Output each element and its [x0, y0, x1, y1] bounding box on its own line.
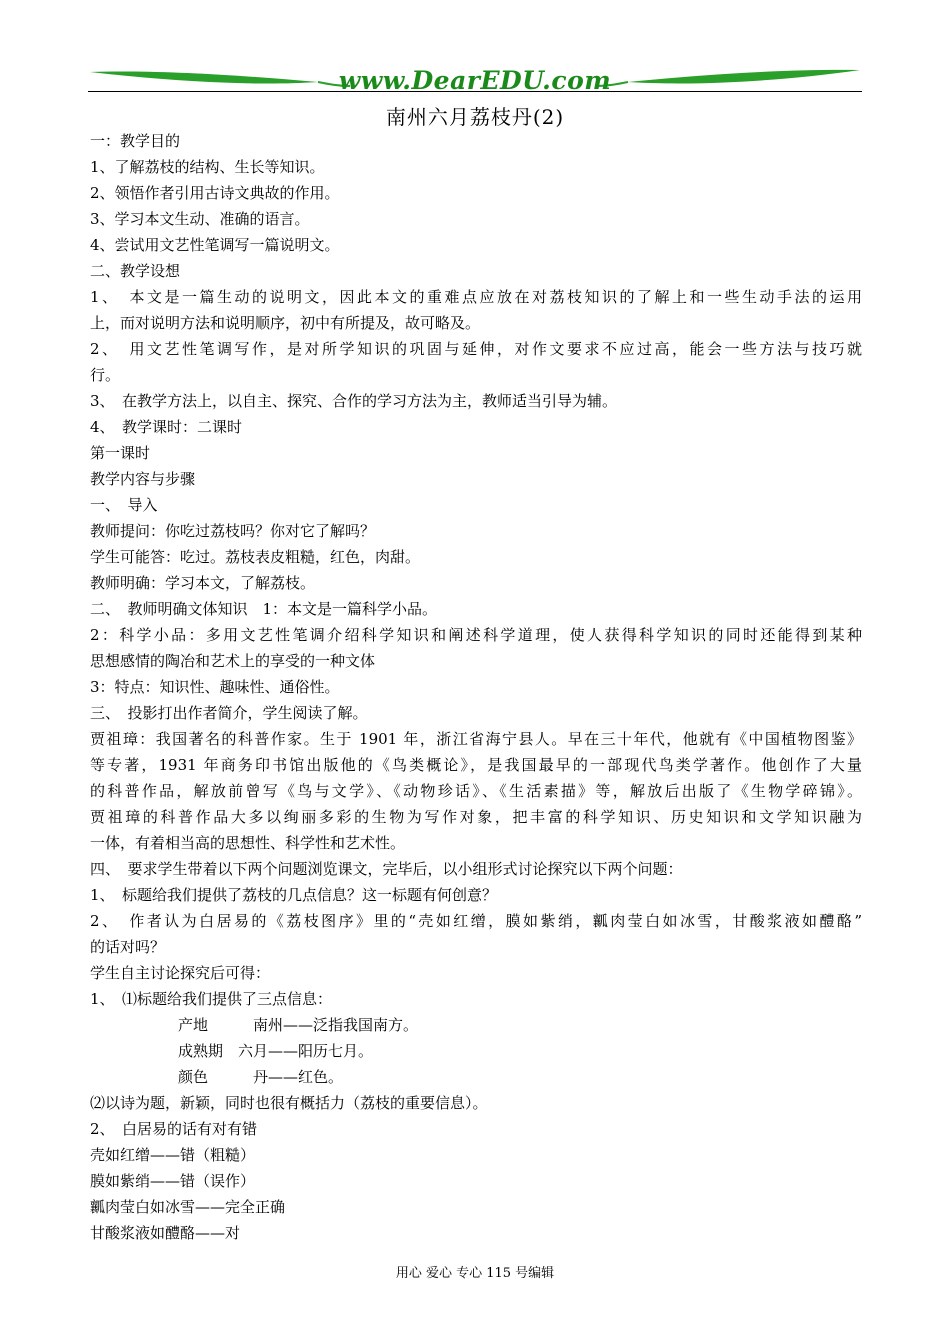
text-line: 产地 南州——泛指我国南方。: [178, 1016, 419, 1034]
text-line: 第一课时: [90, 444, 151, 462]
text-line: 颜色 丹——红色。: [178, 1068, 344, 1086]
text-line: 3、 在教学方法上，以自主、探究、合作的学习方法为主，教师适当引导为辅。: [90, 392, 618, 410]
text-line: 2：科学小品：多用文艺性笔调介绍科学知识和阐述科学道理，使人获得科学知识的同时还能得到某种: [90, 626, 862, 644]
text-line: 上，而对说明方法和说明顺序，初中有所提及，故可略及。: [90, 314, 481, 332]
text-line: 4、 教学课时：二课时: [90, 418, 243, 436]
text-line: 一体，有着相当高的思想性、科学性和艺术性。: [90, 834, 406, 852]
text-line: ⑵以诗为题，新颖，同时也很有概括力（荔枝的重要信息）。: [90, 1094, 488, 1112]
text-line: 1、 标题给我们提供了荔枝的几点信息？这一标题有何创意？: [90, 886, 498, 904]
header-rule: [88, 91, 862, 92]
text-line: 学生自主讨论探究后可得：: [90, 964, 271, 982]
text-line: 2、领悟作者引用古诗文典故的作用。: [90, 184, 340, 202]
text-line: 贾祖璋：我国著名的科普作家。生于 1901 年，浙江省海宁县人。早在三十年代，他就有《中国植物图鉴》: [90, 730, 862, 748]
text-line: 1、了解荔枝的结构、生长等知识。: [90, 158, 325, 176]
text-line: 1、 ⑴标题给我们提供了三点信息：: [90, 990, 333, 1008]
text-line: 一：教学目的: [90, 132, 181, 150]
text-line: 4、尝试用文艺性笔调写一篇说明文。: [90, 236, 340, 254]
text-line: 壳如红缯——错（粗糙）: [90, 1146, 256, 1164]
text-line: 2、 用文艺性笔调写作，是对所学知识的巩固与延伸，对作文要求不应过高，能会一些方法与技巧就: [90, 340, 862, 358]
document-body: [90, 128, 862, 1246]
text-line: 二、 教师明确文体知识 1：本文是一篇科学小品。: [90, 600, 438, 618]
text-line: 3：特点：知识性、趣味性、通俗性。: [90, 678, 340, 696]
text-line: 三、 投影打出作者简介，学生阅读了解。: [90, 704, 368, 722]
text-line: 四、 要求学生带着以下两个问题浏览课文，完毕后，以小组形式讨论探究以下两个问题：: [90, 860, 683, 878]
text-line: 一、 导入: [90, 496, 158, 514]
text-line: 的话对吗？: [90, 938, 166, 956]
text-line: 1、 本文是一篇生动的说明文，因此本文的重难点应放在对荔枝知识的了解上和一些生动手法的运用: [90, 288, 862, 306]
text-line: 教师提问：你吃过荔枝吗？你对它了解吗？: [90, 522, 376, 540]
text-line: 教学内容与步骤: [90, 470, 196, 488]
text-line: 甘酸浆液如醴酪——对: [90, 1224, 241, 1242]
text-line: 成熟期 六月——阳历七月。: [178, 1042, 374, 1060]
text-line: 2、 作者认为白居易的《荔枝图序》里的“壳如红缯，膜如紫绡，瓤肉莹白如冰雪，甘酸浆液如醴酪”: [90, 912, 862, 930]
text-line: 的科普作品，解放前曾写《鸟与文学》、《动物珍话》、《生活素描》等，解放后出版了《生物学碎锦》。: [90, 782, 862, 800]
text-line: 3、学习本文生动、准确的语言。: [90, 210, 310, 228]
text-line: 二、教学设想: [90, 262, 181, 280]
site-header-banner: [88, 64, 862, 98]
page-title: 南州六月荔枝丹(2): [385, 105, 565, 129]
text-line: 等专著，1931 年商务印书馆出版他的《鸟类概论》，是我国最早的一部现代鸟类学著作。他创作了大量: [90, 756, 862, 774]
text-line: 贾祖璋的科普作品大多以绚丽多彩的生物为写作对象，把丰富的科学知识、历史知识和文学知识融为: [90, 808, 862, 826]
text-line: 行。: [90, 366, 121, 384]
text-line: 教师明确：学习本文，了解荔枝。: [90, 574, 316, 592]
text-line: 膜如紫绡——错（误作）: [90, 1172, 256, 1190]
page-footer: 用心 爱心 专心 115 号编辑: [395, 1266, 555, 1281]
text-line: 2、 白居易的话有对有错: [90, 1120, 258, 1138]
text-line: 学生可能答：吃过。荔枝表皮粗糙，红色，肉甜。: [90, 548, 421, 566]
text-line: 思想感情的陶冶和艺术上的享受的一种文体: [90, 652, 376, 670]
site-logo-text: www.DearEDU.com: [338, 66, 612, 95]
text-line: 瓤肉莹白如冰雪——完全正确: [90, 1198, 286, 1216]
